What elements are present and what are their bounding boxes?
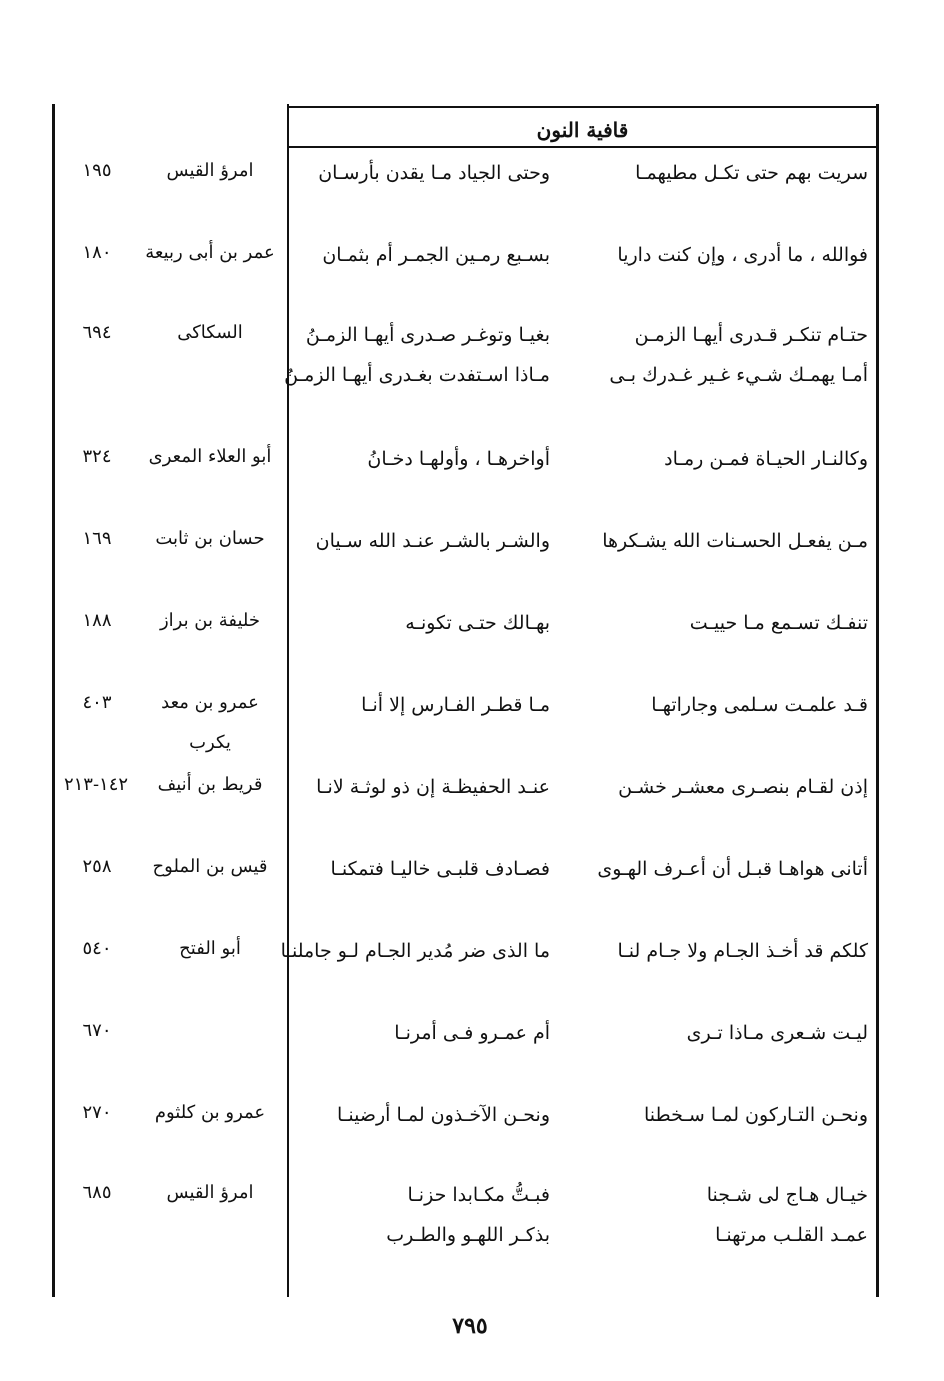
verse-second-hemistich: ونحـن الآخـذون لمـا أرضينـا xyxy=(337,1104,550,1126)
column-divider-line xyxy=(287,104,289,1297)
verse-second-hemistich: ما الذى ضر مُدير الجـام لـو جاملنـا xyxy=(280,940,550,962)
reference-number: ١٦٩ xyxy=(82,528,112,549)
poet-name-line: يكرب xyxy=(189,732,231,753)
reference-number: ١٨٠ xyxy=(82,242,112,263)
verse-second-hemistich: مـا قطـر الفـارس إلا أنـا xyxy=(361,694,550,716)
reference-number: ٣٢٤ xyxy=(82,446,112,467)
poet-name: قيس بن الملوح xyxy=(152,856,268,877)
verse-first-hemistich: خيـال هـاج لى شـجنا xyxy=(706,1184,868,1206)
reference-number: ١٩٥ xyxy=(82,160,112,181)
poet-name: امرؤ القيس xyxy=(166,1182,254,1203)
poet-name: حسان بن ثابت xyxy=(155,528,265,549)
header-top-line xyxy=(288,106,876,108)
verse-second-hemistich: والشـر بالشـر عنـد الله سـيان xyxy=(315,530,550,552)
verse-second-hemistich: بسـبع رمـين الجمـر أم بثمـان xyxy=(322,244,550,266)
verse-first-hemistich: مـن يفعـل الحسـنات الله يشـكرها xyxy=(602,530,868,552)
reference-number: ١٨٨ xyxy=(82,610,112,631)
poet-name: السكاكى xyxy=(177,322,243,343)
verse-first-hemistich: سريت بهم حتى تكـل مطيهمـا xyxy=(635,162,868,184)
verse-first-hemistich: أتانى هواهـا قبـل أن أعـرف الهـوى xyxy=(597,858,868,880)
verse-second-hemistich: بذكـر اللهـو والطـرب xyxy=(386,1224,550,1246)
poet-name-line: عمرو بن معد xyxy=(161,692,259,713)
reference-number: ٢٧٠ xyxy=(82,1102,112,1123)
poet-name: خليفة بن براز xyxy=(159,610,261,631)
verse-second-hemistich: عنـد الحفيظـة إن ذو لوثـة لانـا xyxy=(316,776,550,798)
reference-number: ٦٧٠ xyxy=(82,1020,112,1041)
poet-name: أبو العلاء المعرى xyxy=(148,446,272,467)
reference-number: ١٤٢-٢١٣ xyxy=(63,774,129,795)
verse-first-hemistich: تنفـك تسـمع مـا حييـت xyxy=(689,612,868,634)
page-number: ٧٩٥ xyxy=(452,1313,488,1339)
reference-number: ٥٤٠ xyxy=(82,938,112,959)
reference-number: ٤٠٣ xyxy=(82,692,112,713)
section-title: قافية النون xyxy=(536,118,629,142)
poet-name: أبو الفتح xyxy=(179,938,241,959)
verse-first-hemistich: ليـت شـعرى مـاذا تـرى xyxy=(686,1022,868,1044)
verse-first-hemistich: أمـا يهمـك شـيء غـير غـدرك بـى xyxy=(609,364,868,386)
verse-second-hemistich: فصـادف قلبـى خاليـا فتمكنـا xyxy=(330,858,550,880)
reference-number: ٢٥٨ xyxy=(82,856,112,877)
poet-name: قريط بن أنيف xyxy=(157,774,263,795)
verse-first-hemistich: قـد علمـت سـلمى وجاراتهـا xyxy=(651,694,868,716)
poet-name: امرؤ القيس xyxy=(166,160,254,181)
reference-number: ٦٩٤ xyxy=(82,322,112,343)
verse-second-hemistich: وحتى الجياد مـا يقدن بأرسـان xyxy=(318,162,550,184)
reference-number: ٦٨٥ xyxy=(82,1182,112,1203)
verse-first-hemistich: حتـام تنكـر قـدرى أيهـا الزمـن xyxy=(634,324,868,346)
verse-second-hemistich: بغيـا وتوغـر صـدرى أيهـا الزمـنُ xyxy=(305,324,550,346)
verse-second-hemistich: أواخرهـا ، وأولهـا دخـانُ xyxy=(367,448,550,470)
poet-name: عمرو بن كلثوم xyxy=(154,1102,266,1123)
verse-first-hemistich: كلكم قد أخـذ الجـام ولا جـام لنـا xyxy=(617,940,868,962)
verse-second-hemistich: مـاذا اسـتفدت بغـدرى أيهـا الزمـنُ xyxy=(284,364,550,386)
verse-second-hemistich: فبـتُّ مكـابدا حزنـا xyxy=(407,1184,550,1206)
verse-second-hemistich: أم عمـرو فـى أمرنـا xyxy=(394,1022,550,1044)
verse-first-hemistich: وكالنـار الحيـاة فمـن رمـاد xyxy=(664,448,868,470)
verse-first-hemistich: فوالله ، ما أدرى ، وإن كنت داريا xyxy=(617,244,868,266)
verse-first-hemistich: عمـد القلـب مرتهنـا xyxy=(715,1224,868,1246)
verse-second-hemistich: بهـالك حتـى تكونـه xyxy=(405,612,550,634)
right-border-line xyxy=(876,104,879,1297)
verse-first-hemistich: ونحـن التـاركون لمـا سـخطنا xyxy=(643,1104,868,1126)
verse-first-hemistich: إذن لقـام بنصـرى معشـر خشـن xyxy=(618,776,868,798)
poet-name: عمر بن أبى ربيعة xyxy=(145,242,275,263)
left-border-line xyxy=(52,104,55,1297)
